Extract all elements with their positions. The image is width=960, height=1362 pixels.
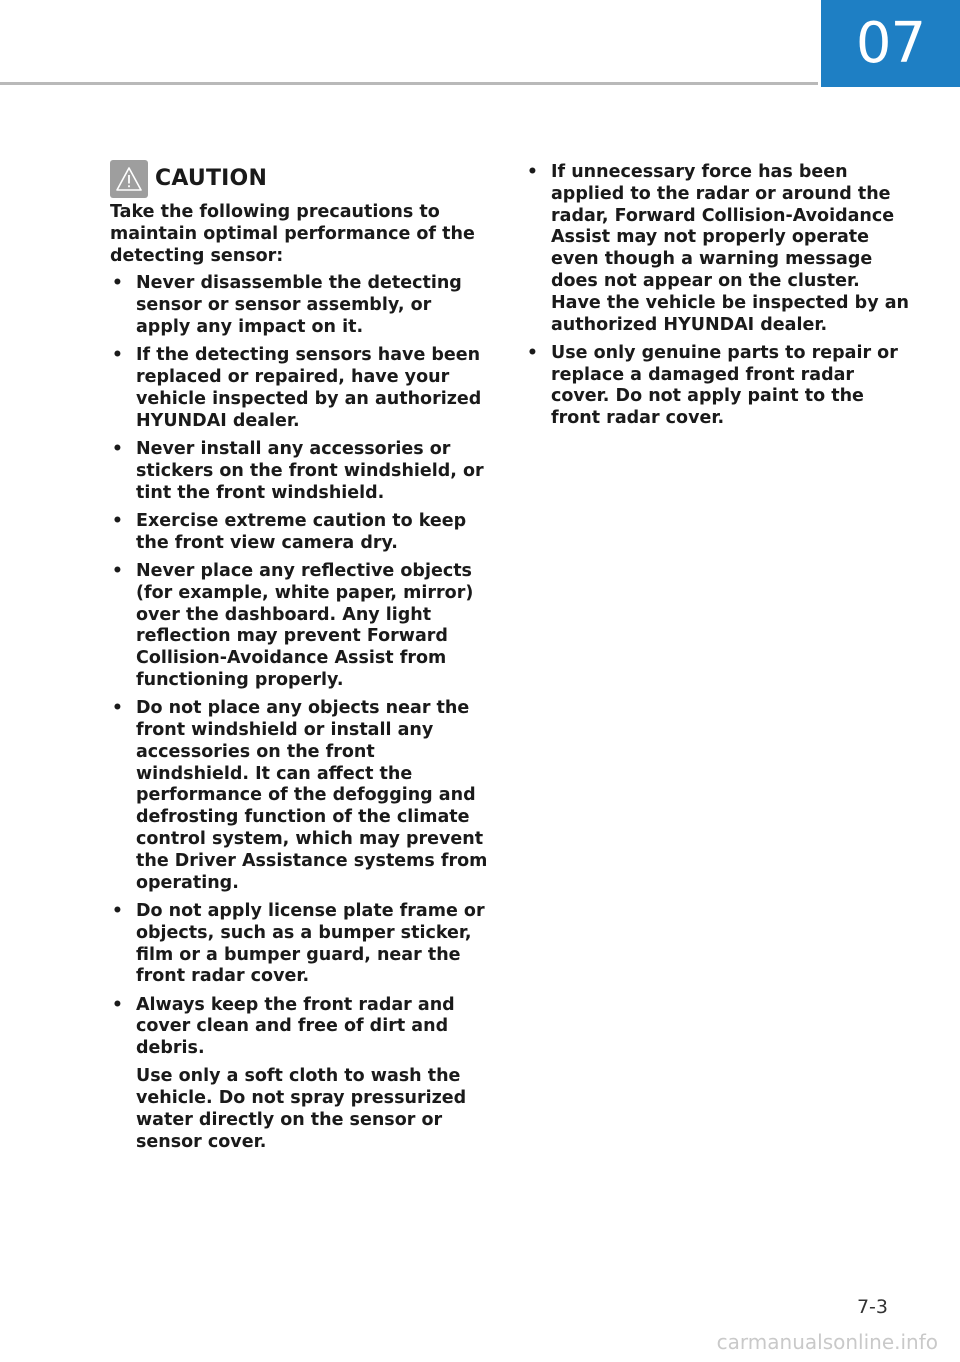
list-item-text: Use only genuine parts to repair or replace a damaged front radar cover. Do not apply paint to the front radar cover.	[551, 342, 898, 429]
caution-note: Use only a soft cloth to wash the vehicle. Do not spray pressurized water directly on the sensor or sensor cover.	[136, 1066, 467, 1152]
list-item	[110, 698, 490, 894]
list-item-text: If the detecting sensors have been replaced or repaired, have your vehicle inspected by an authorized HYUNDAI dealer.	[136, 345, 482, 431]
list-item	[525, 343, 910, 430]
list-item-text: Always keep the front radar and cover clean and free of dirt and debris.	[136, 994, 455, 1059]
bullet: •	[112, 345, 123, 366]
page-number: 7-3	[856, 1296, 888, 1318]
caution-title: CAUTION	[155, 166, 268, 192]
bullet: •	[112, 900, 123, 921]
bullet: •	[112, 273, 123, 294]
header-rule	[0, 82, 818, 85]
list-item-text: If unnecessary force has been applied to the radar or around the radar, Forward Collision-Avoidance Assist may not properly operate even though a warning message does not appear on the cluster. Have the vehicle be inspected by an authorized HYUNDAI dealer.	[551, 162, 909, 335]
bullet: •	[112, 510, 123, 531]
right-column	[525, 162, 910, 437]
caution-intro: Take the following precautions to maintain optimal performance of the detecting sensor:	[110, 202, 475, 266]
left-column	[110, 160, 490, 1154]
bullet: •	[527, 342, 538, 363]
warning-triangle-icon	[110, 160, 148, 198]
chapter-number: 07	[855, 11, 926, 76]
watermark: carmanualsonline.info	[716, 1330, 938, 1354]
list-item	[110, 561, 490, 692]
bullet: •	[112, 994, 123, 1015]
bullet: •	[112, 698, 123, 719]
list-item-text: Do not apply license plate frame or objects, such as a bumper sticker, film or a bumper guard, near the front radar cover.	[136, 900, 485, 987]
bullet: •	[112, 560, 123, 581]
bullet: •	[527, 162, 538, 182]
caution-header	[110, 160, 490, 198]
list-item-text: Never place any reflective objects (for example, white paper, mirror) over the dashboard. Any light reflection may prevent Forward Collision-Avoidance Assist from functioning properly.	[136, 560, 474, 690]
list-item-text: Never install any accessories or stickers on the front windshield, or tint the front windshield.	[136, 438, 484, 503]
list-item-text: Never disassemble the detecting sensor or sensor assembly, or apply any impact on it.	[136, 273, 462, 337]
caution-list-left	[110, 273, 490, 1060]
list-item	[110, 901, 490, 988]
list-item	[110, 439, 490, 504]
list-item-text: Exercise extreme caution to keep the front view camera dry.	[136, 510, 467, 553]
list-item	[110, 511, 490, 555]
list-item	[110, 995, 490, 1060]
list-item	[525, 162, 910, 336]
list-item-text: Do not place any objects near the front windshield or install any accessories on the front windshield. It can affect the performance of the defogging and defrosting function of the climate control system, which may prevent the Driver Assistance systems from operating.	[136, 698, 488, 893]
bullet: •	[112, 438, 123, 459]
list-item	[110, 345, 490, 432]
chapter-tab	[821, 0, 960, 87]
list-item	[110, 273, 490, 338]
caution-list-right	[525, 162, 910, 430]
